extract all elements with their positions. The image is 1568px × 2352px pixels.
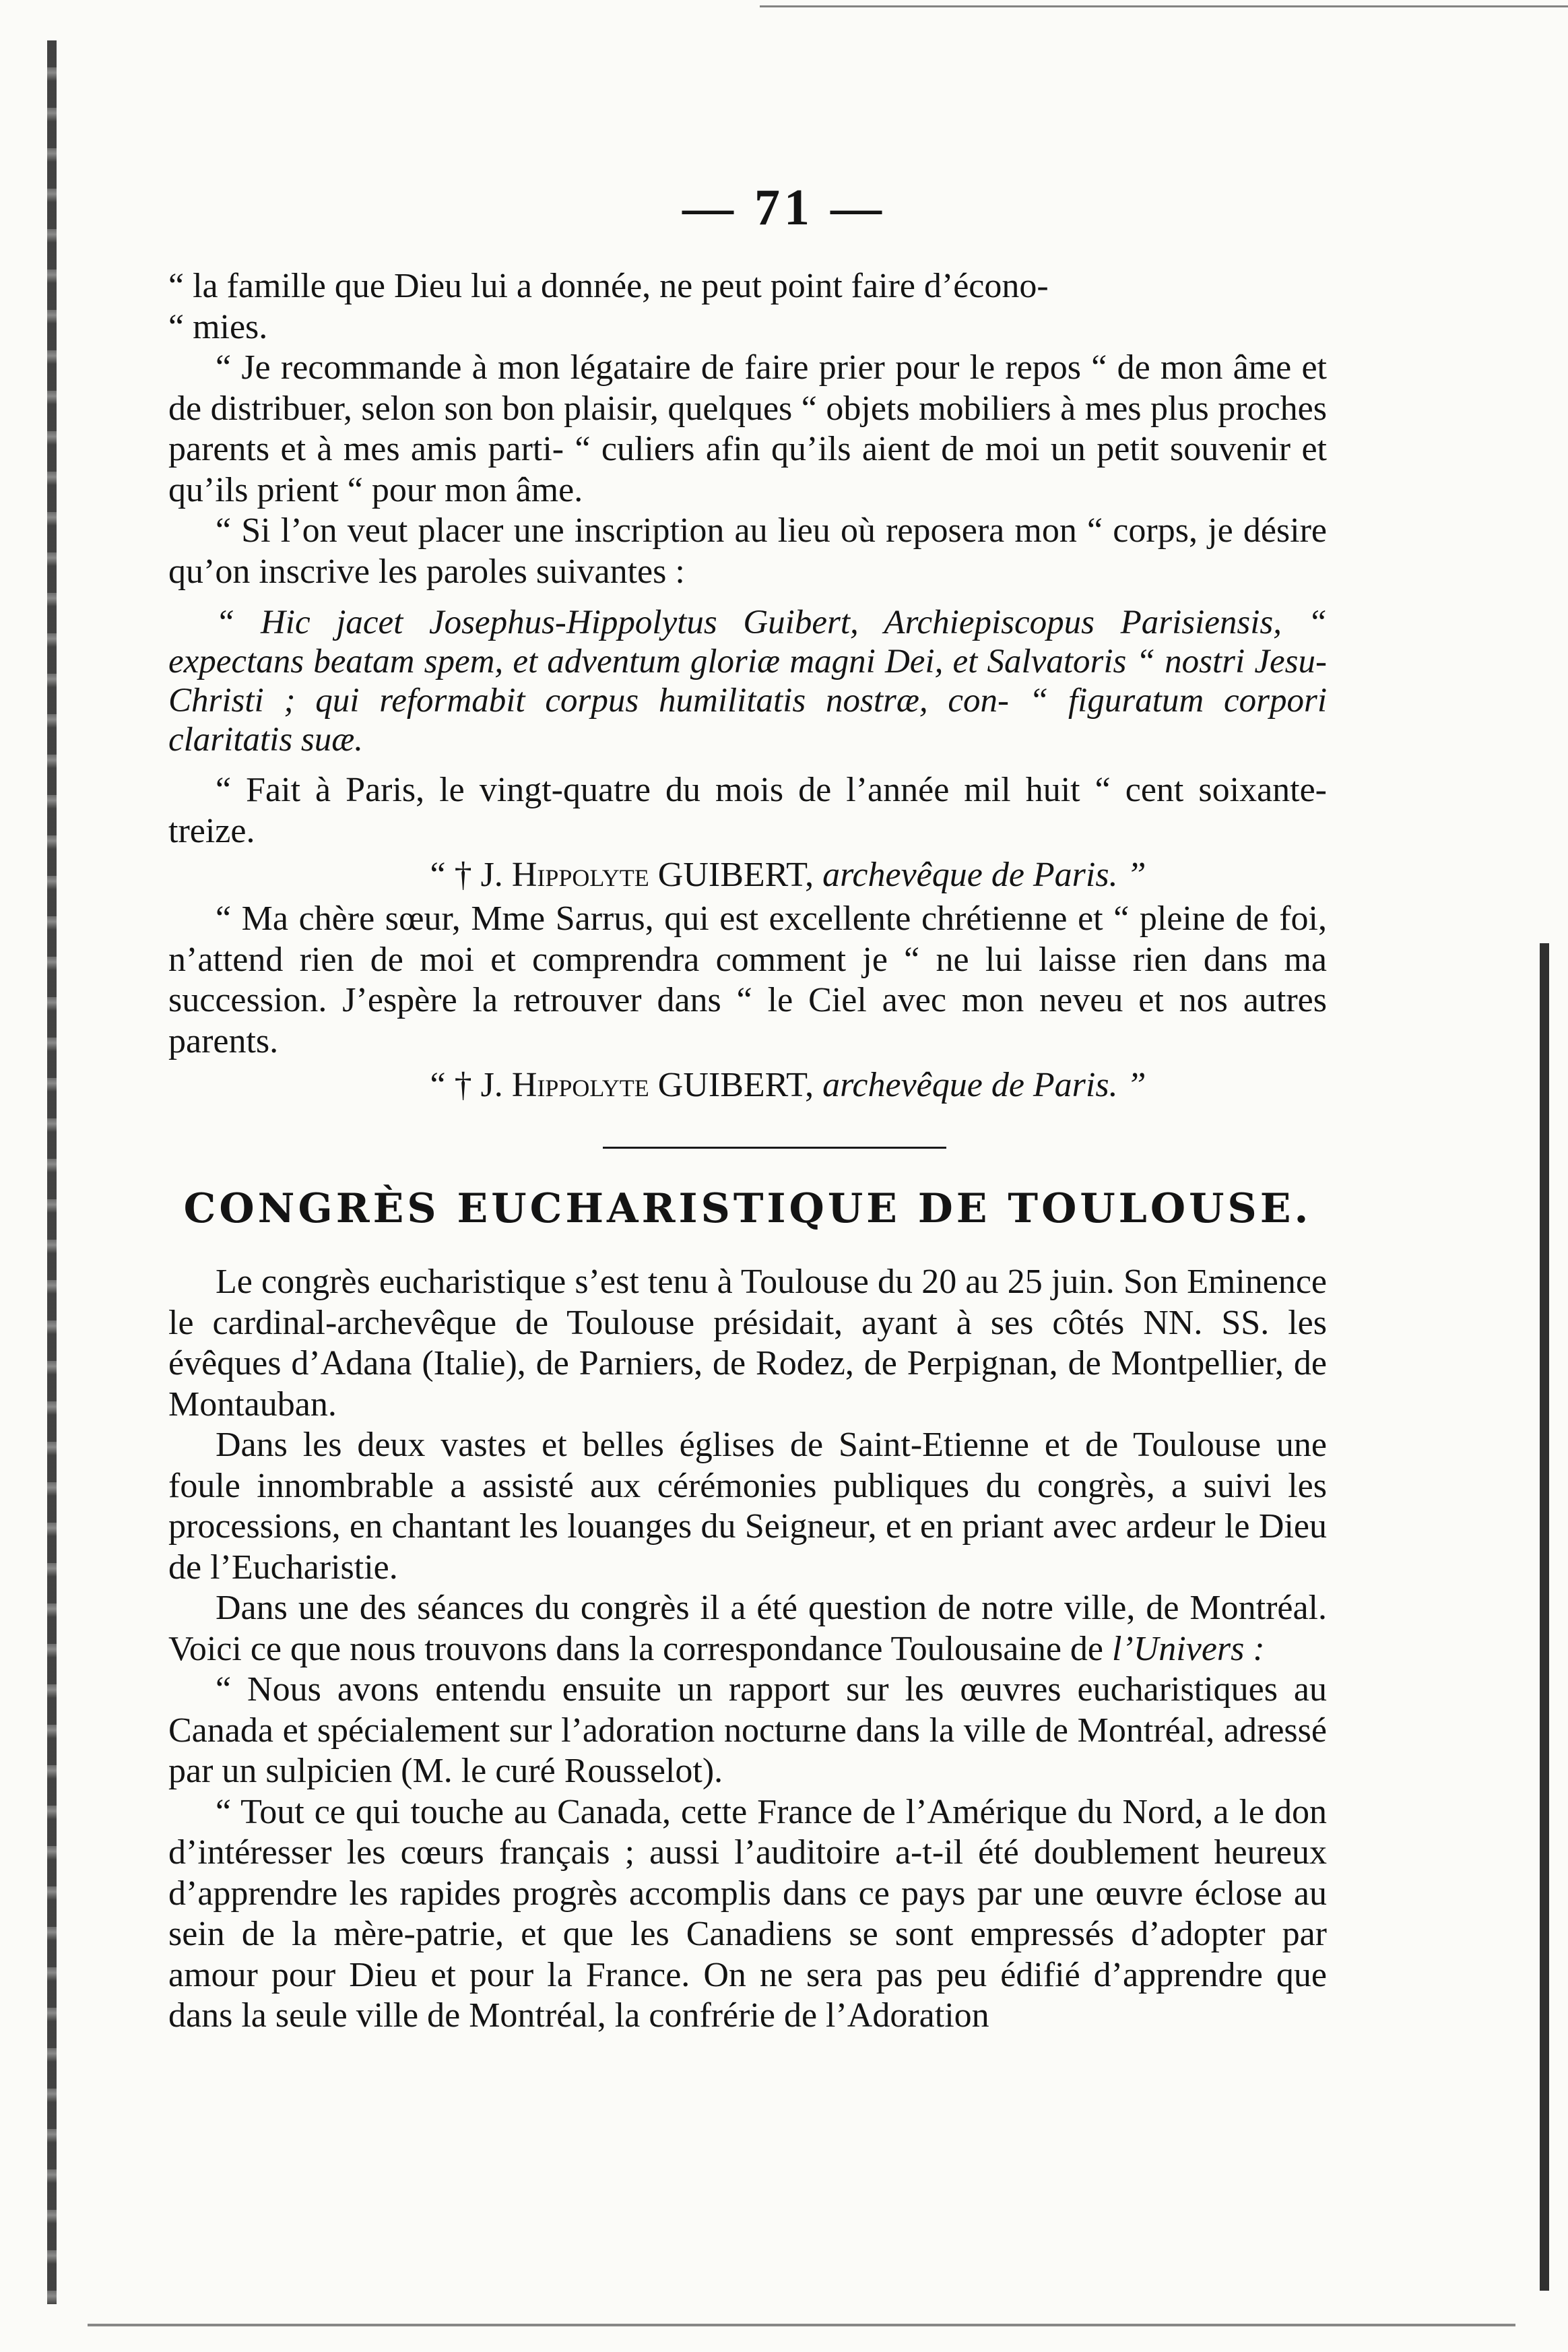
latin-epitaph: “ Hic jacet Josephus-Hippolytus Guibert, Archiepiscopus Parisiensis, “ expectans beatam spem, et adventum gloriæ magni Dei, et Salvatoris “ nostri Jesu-Christi ; qui reformabit corpus humilitatis nostræ, con- “ figuratum corpori claritatis suæ. xyxy=(168,604,1327,759)
section-heading: CONGRÈS EUCHARISTIQUE DE TOULOUSE. xyxy=(183,1185,1312,1232)
scan-left-edge xyxy=(47,40,57,2304)
scan-right-edge xyxy=(1540,943,1549,2291)
section-paragraph-3-text: Dans une des séances du congrès il a été question de notre ville, de Montréal. Voici ce que nous trouvons dans la correspondance Toulousaine de xyxy=(168,1589,1327,1668)
signature-2-surname: GUIBERT, xyxy=(657,1066,814,1104)
newspaper-title: l’Univers : xyxy=(1111,1629,1265,1668)
scan-bottom-edge xyxy=(88,2324,1515,2326)
signature-1 xyxy=(249,854,1327,896)
will-paragraph-sister: “ Ma chère sœur, Mme Sarrus, qui est excellente chrétienne et “ pleine de foi, n’attend rien de moi et comprendra comment je “ ne lui laisse rien dans ma succession. J’espère la retrouver dans “ le Ciel avec mon neveu et nos autres parents. xyxy=(168,899,1327,1060)
will-paragraph-date: “ Fait à Paris, le vingt-quatre du mois de l’année mil huit “ cent soixante-treize. xyxy=(168,771,1327,850)
section-paragraph-5: “ Tout ce qui touche au Canada, cette France de l’Amérique du Nord, a le don d’intéresser les cœurs français ; aussi l’auditoire a-t-il été doublement heureux d’apprendre les rapides progrès accomplis dans ce pays par une œuvre éclose au sein de la mère-patrie, et que les Canadiens se sont empressés d’adopter par amour pour Dieu et pour la France. On ne sera pas peu édifié d’apprendre que dans la seule ville de Montréal, la confrérie de l’Adoration xyxy=(168,1792,1327,2035)
signature-2-title: archevêque de Paris. ” xyxy=(822,1066,1146,1104)
signature-1-surname: GUIBERT, xyxy=(657,856,814,894)
page-number: — 71 — xyxy=(682,179,886,236)
signature-1-name: Hippolyte xyxy=(511,856,649,894)
will-line-1: “ la famille que Dieu lui a donnée, ne peut point faire d’écono- xyxy=(168,267,1049,305)
signature-1-prefix: “ † J. xyxy=(430,856,503,894)
signature-2 xyxy=(249,1064,1327,1106)
section-paragraph-4: “ Nous avons entendu ensuite un rapport sur les œuvres eucharistiques au Canada et spécialement sur l’adoration nocturne dans la ville de Montréal, adressé par un sulpicien (M. le curé Rousselot). xyxy=(168,1670,1327,1790)
will-paragraph-legatee: “ Je recommande à mon légataire de faire prier pour le repos “ de mon âme et de distribuer, selon son bon plaisir, quelques “ objets mobiliers à mes plus proches parents et à mes amis parti- “ culiers afin qu’ils aient de moi un petit souvenir et qu’ils prient “ pour mon âme. xyxy=(168,348,1327,509)
page-body xyxy=(168,266,1327,2037)
scan-top-edge xyxy=(760,5,1568,7)
section-paragraph-1: Le congrès eucharistique s’est tenu à Toulouse du 20 au 25 juin. Son Eminence le cardinal-archevêque de Toulouse présidait, ayant à ses côtés NN. SS. les évêques d’Adana (Italie), de Parniers, de Rodez, de Perpignan, de Montpellier, de Montauban. xyxy=(168,1263,1327,1424)
section-paragraph-2: Dans les deux vastes et belles églises de Saint-Etienne et de Toulouse une foule innombrable a assisté aux cérémonies publiques du congrès, a suivi les processions, en chantant les louanges du Seigneur, et en priant avec ardeur le Dieu de l’Eucharistie. xyxy=(168,1426,1327,1587)
will-paragraph-inscription: “ Si l’on veut placer une inscription au lieu où reposera mon “ corps, je désire qu’on inscrive les paroles suivantes : xyxy=(168,511,1327,591)
section-divider xyxy=(603,1147,946,1149)
signature-2-name: Hippolyte xyxy=(511,1066,649,1104)
signature-2-prefix: “ † J. xyxy=(430,1066,503,1104)
will-line-2: “ mies. xyxy=(168,307,268,346)
signature-1-title: archevêque de Paris. ” xyxy=(822,856,1146,894)
section-paragraph-3 xyxy=(168,1588,1327,1670)
